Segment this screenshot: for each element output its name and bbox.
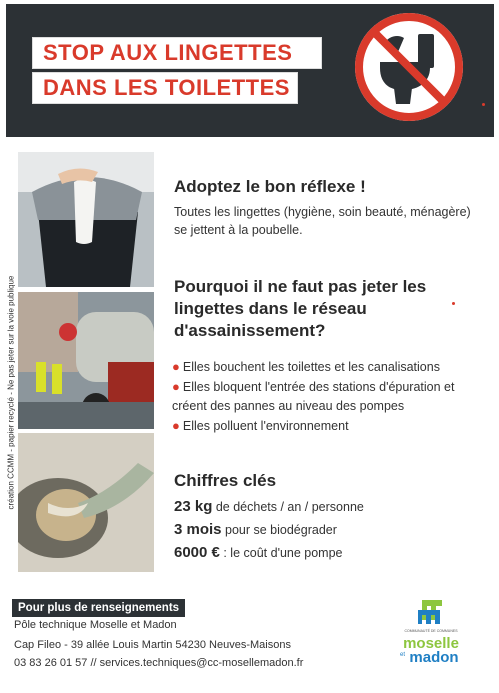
reason-text: Elles polluent l'environnement: [182, 419, 349, 433]
contact-heading: Pour plus de renseignements: [12, 599, 185, 617]
photo-wipe-in-bin: [18, 152, 154, 287]
header-banner: [6, 4, 494, 137]
list-item: [172, 377, 482, 416]
photo-sanitation-truck: [18, 292, 154, 429]
title-line-2: DANS LES TOILETTES: [32, 72, 298, 104]
heading-chiffres: Chiffres clés: [174, 471, 277, 490]
list-item: [172, 357, 482, 377]
bullet-icon: ●: [172, 379, 180, 394]
figure-text: : le coût d'une pompe: [219, 546, 343, 560]
logo-name-moselle: moselle: [403, 635, 459, 652]
side-credit: création CCMM - papier recyclé - Ne pas jeter sur la voie publique: [6, 275, 16, 510]
title-line-1: STOP AUX LINGETTES: [32, 37, 322, 69]
reason-text: Elles bouchent les toilettes et les canalisations: [182, 360, 440, 374]
photo-clogged-pipe: [18, 433, 154, 572]
moselle-madon-logo: [388, 598, 474, 668]
logo-name-et: et: [400, 652, 406, 658]
reasons-list: [172, 357, 482, 436]
heading-pourquoi: Pourquoi il ne faut pas jeter les lingettes dans le réseau d'assainissement?: [174, 277, 427, 340]
text-reflexe: Toutes les lingettes (hygiène, soin beauté, ménagère) se jettent à la poubelle.: [174, 205, 471, 237]
contact-line-phone-email[interactable]: 03 83 26 01 57 // services.techniques@cc-mosellemadon.fr: [14, 657, 304, 669]
decorative-dot: [452, 302, 455, 305]
key-figure: [174, 542, 343, 564]
logo-small-text: COMMUNAUTÉ DE COMMUNES: [404, 629, 458, 633]
figure-text: de déchets / an / personne: [212, 500, 364, 514]
decorative-dot: [482, 103, 485, 106]
heading-reflexe: Adoptez le bon réflexe !: [174, 177, 366, 196]
reason-text: Elles bloquent l'entrée des stations d'épuration et créent des pannes au niveau des pompes: [172, 380, 455, 413]
bullet-icon: ●: [172, 359, 180, 374]
figure-value: 23 kg: [174, 498, 213, 515]
no-toilet-wipes-icon: [350, 8, 468, 126]
contact-line-address: Cap Fileo - 39 allée Louis Martin 54230 Neuves-Maisons: [14, 639, 291, 651]
figure-text: pour se biodégrader: [221, 523, 337, 537]
list-item: [172, 416, 482, 436]
key-figure: [174, 519, 337, 541]
figure-value: 3 mois: [174, 521, 222, 538]
contact-line-org: Pôle technique Moselle et Madon: [14, 619, 177, 631]
key-figure: [174, 496, 364, 518]
logo-name-madon: madon: [409, 649, 459, 666]
figure-value: 6000 €: [174, 544, 220, 561]
bullet-icon: ●: [172, 418, 180, 433]
